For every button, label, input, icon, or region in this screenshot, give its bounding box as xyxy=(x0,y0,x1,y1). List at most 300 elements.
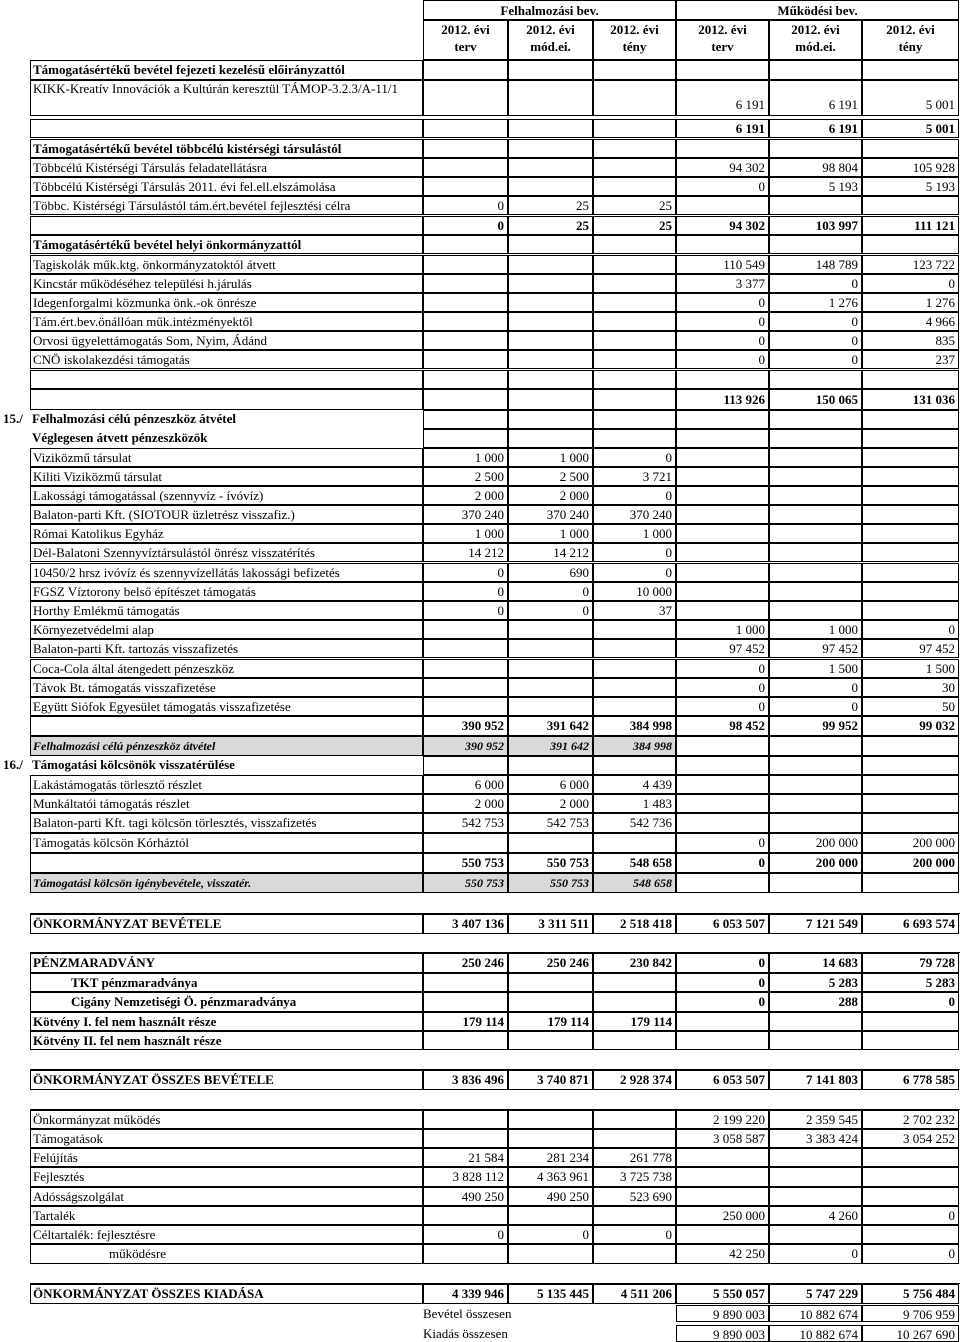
table-cell-col1 xyxy=(423,1110,508,1129)
table-cell-col4 xyxy=(676,467,769,486)
table-cell-col1: 0 xyxy=(423,216,508,235)
summary-cell-col4: 9 890 003 xyxy=(676,1305,769,1322)
table-cell-col5: 2 359 545 xyxy=(769,1110,862,1129)
table-cell-col6 xyxy=(862,1031,959,1050)
table-cell-col2 xyxy=(508,756,593,775)
row-label: Lakossági támogatással (szennyvíz - ívóvíz) xyxy=(30,486,423,505)
table-cell-col1 xyxy=(423,235,508,254)
header-year-2: 2012. évi mód.ei. xyxy=(508,20,593,60)
table-cell-col4: 2 199 220 xyxy=(676,1110,769,1129)
table-cell-col4 xyxy=(676,410,769,429)
table-cell-col2 xyxy=(508,659,593,678)
table-cell-col4 xyxy=(676,1187,769,1206)
table-row xyxy=(0,293,960,312)
table-cell-col4 xyxy=(676,563,769,582)
table-row xyxy=(0,582,960,601)
table-cell-col3: 25 xyxy=(593,196,676,215)
table-cell-col4: 1 000 xyxy=(676,620,769,639)
table-cell-col4: 0 xyxy=(676,697,769,716)
table-cell-col3: 230 842 xyxy=(593,953,676,973)
row-label: Balaton-parti Kft. tagi kölcsön törlesztés, visszafizetés xyxy=(30,813,423,833)
table-cell-col6: 6 778 585 xyxy=(862,1070,959,1090)
table-row xyxy=(0,1070,960,1090)
table-cell-col5: 5 193 xyxy=(769,177,862,196)
row-label: ÖNKORMÁNYZAT ÖSSZES KIADÁSA xyxy=(30,1284,423,1304)
table-row xyxy=(0,833,960,853)
table-cell-col2 xyxy=(508,274,593,293)
table-cell-col1 xyxy=(423,756,508,775)
table-cell-col1: 250 246 xyxy=(423,953,508,973)
table-cell-col6 xyxy=(862,1012,959,1031)
table-cell-col6: 4 966 xyxy=(862,312,959,331)
row-label: Véglegesen átvett pénzeszközök xyxy=(32,430,208,445)
row-label: Coca-Cola által átengedett pénzeszköz xyxy=(30,659,423,678)
table-cell-col6: 123 722 xyxy=(862,255,959,274)
row-label: Cigány Nemzetiségi Ö. pénzmaradványa xyxy=(30,992,423,1012)
table-cell-col4: 6 191 xyxy=(676,119,769,138)
table-cell-col2 xyxy=(508,80,593,116)
table-cell-col5 xyxy=(769,794,862,813)
table-cell-col3: 384 998 xyxy=(593,736,676,756)
table-cell-col6 xyxy=(862,448,959,467)
table-cell-col3 xyxy=(593,350,676,369)
table-cell-col5 xyxy=(769,1012,862,1031)
table-cell-col3: 542 736 xyxy=(593,813,676,833)
table-row xyxy=(0,312,960,331)
table-cell-col6 xyxy=(862,410,959,429)
table-cell-col4: 0 xyxy=(676,331,769,350)
table-cell-col5: 1 000 xyxy=(769,620,862,639)
row-label: ÖNKORMÁNYZAT BEVÉTELE xyxy=(30,914,423,934)
table-cell-col4 xyxy=(676,1031,769,1050)
table-cell-col4: 98 452 xyxy=(676,716,769,736)
table-cell-col4: 97 452 xyxy=(676,639,769,658)
table-cell-col1 xyxy=(423,389,508,410)
table-cell-col3 xyxy=(593,370,676,389)
table-row xyxy=(0,659,960,678)
table-cell-col6 xyxy=(862,60,959,80)
table-cell-col1 xyxy=(423,331,508,350)
summary-label: Kiadás összesen xyxy=(423,1326,508,1341)
table-cell-col6: 30 xyxy=(862,678,959,697)
table-cell-col6 xyxy=(862,370,959,389)
table-cell-col2 xyxy=(508,697,593,716)
table-cell-col5: 14 683 xyxy=(769,953,862,973)
table-cell-col6: 99 032 xyxy=(862,716,959,736)
table-cell-col2 xyxy=(508,1206,593,1225)
table-cell-col2 xyxy=(508,639,593,658)
table-cell-col4: 0 xyxy=(676,953,769,973)
table-cell-col2: 490 250 xyxy=(508,1187,593,1206)
table-cell-col4: 0 xyxy=(676,678,769,697)
table-row xyxy=(0,410,960,429)
table-cell-col2: 1 000 xyxy=(508,448,593,467)
table-cell-col6: 97 452 xyxy=(862,639,959,658)
table-row xyxy=(0,1167,960,1187)
table-cell-col6 xyxy=(862,582,959,601)
row-label: Tartalék xyxy=(30,1206,423,1225)
table-cell-col1 xyxy=(423,158,508,177)
table-cell-col4 xyxy=(676,736,769,756)
table-cell-col5: 5 747 229 xyxy=(769,1284,862,1304)
table-cell-col5 xyxy=(769,1031,862,1050)
table-row xyxy=(0,448,960,467)
table-cell-col1 xyxy=(423,177,508,196)
row-label: működésre xyxy=(30,1244,423,1264)
table-cell-col4 xyxy=(676,543,769,562)
table-row xyxy=(0,678,960,697)
table-cell-col2 xyxy=(508,620,593,639)
table-cell-col5: 4 260 xyxy=(769,1206,862,1225)
table-cell-col3: 4 511 206 xyxy=(593,1284,676,1304)
table-cell-col3 xyxy=(593,80,676,116)
table-cell-col3 xyxy=(593,659,676,678)
row-label: Támogatásértékű bevétel fejezeti kezelésű előirányzattól xyxy=(30,60,423,80)
table-cell-col6: 0 xyxy=(862,274,959,293)
table-cell-col5: 6 191 xyxy=(769,80,862,116)
table-cell-col4: 113 926 xyxy=(676,389,769,410)
table-cell-col4: 0 xyxy=(676,177,769,196)
table-cell-col1 xyxy=(423,60,508,80)
table-cell-col4: 6 053 507 xyxy=(676,1070,769,1090)
table-cell-col6 xyxy=(862,505,959,524)
table-cell-col1: 542 753 xyxy=(423,813,508,833)
table-cell-col4 xyxy=(676,235,769,254)
table-cell-col5 xyxy=(769,775,862,794)
table-cell-col6: 5 001 xyxy=(862,119,959,138)
table-cell-col3 xyxy=(593,1244,676,1264)
table-cell-col4: 94 302 xyxy=(676,158,769,177)
table-row xyxy=(0,1284,960,1304)
summary-cell-col5: 10 882 674 xyxy=(769,1305,862,1322)
table-cell-col2 xyxy=(508,119,593,138)
table-cell-col1 xyxy=(423,274,508,293)
table-cell-col6 xyxy=(862,486,959,505)
table-cell-col2 xyxy=(508,350,593,369)
table-cell-col4: 250 000 xyxy=(676,1206,769,1225)
table-cell-col5: 1 500 xyxy=(769,659,862,678)
header-year-4: 2012. évi terv xyxy=(676,20,769,60)
table-cell-col3: 10 000 xyxy=(593,582,676,601)
row-label: ÖNKORMÁNYZAT ÖSSZES BEVÉTELE xyxy=(30,1070,423,1090)
table-cell-col4 xyxy=(676,1148,769,1167)
table-cell-col5 xyxy=(769,370,862,389)
table-cell-col2 xyxy=(508,992,593,1012)
table-row xyxy=(0,601,960,620)
table-cell-col5 xyxy=(769,467,862,486)
table-cell-col5: 7 141 803 xyxy=(769,1070,862,1090)
table-cell-col3: 25 xyxy=(593,216,676,235)
row-label: Orvosi ügyelettámogatás Som, Nyim, Ádánd xyxy=(30,331,423,350)
table-cell-col6: 5 001 xyxy=(862,80,959,116)
table-row xyxy=(0,370,960,389)
table-row xyxy=(0,467,960,486)
table-row xyxy=(0,853,960,873)
table-row xyxy=(0,80,960,116)
table-row xyxy=(0,350,960,369)
table-row xyxy=(0,639,960,658)
table-cell-col3: 0 xyxy=(593,448,676,467)
table-row xyxy=(0,716,960,736)
table-cell-col5: 1 276 xyxy=(769,293,862,312)
table-cell-col5: 0 xyxy=(769,350,862,369)
table-row xyxy=(0,331,960,350)
table-cell-col1: 21 584 xyxy=(423,1148,508,1167)
table-cell-col2 xyxy=(508,293,593,312)
table-cell-col1: 14 212 xyxy=(423,543,508,562)
table-cell-col1: 3 407 136 xyxy=(423,914,508,934)
table-cell-col2: 391 642 xyxy=(508,736,593,756)
table-cell-col1 xyxy=(423,659,508,678)
table-row xyxy=(0,1148,960,1167)
table-cell-col2: 281 234 xyxy=(508,1148,593,1167)
table-cell-col3 xyxy=(593,389,676,410)
table-row xyxy=(0,139,960,158)
header-group-felhalmozasi: Felhalmozási bev. xyxy=(423,0,676,20)
table-cell-col4 xyxy=(676,448,769,467)
table-cell-col6: 200 000 xyxy=(862,853,959,873)
table-cell-col5: 0 xyxy=(769,1244,862,1264)
table-cell-col1 xyxy=(423,620,508,639)
header-group-mukodesi: Működési bev. xyxy=(676,0,959,20)
summary-label: Bevétel összesen xyxy=(423,1306,512,1321)
table-cell-col2: 391 642 xyxy=(508,716,593,736)
row-label xyxy=(30,853,423,873)
table-cell-col5 xyxy=(769,139,862,158)
table-cell-col6 xyxy=(862,756,959,775)
table-cell-col5: 148 789 xyxy=(769,255,862,274)
table-cell-col4 xyxy=(676,775,769,794)
row-label: Támogatások xyxy=(30,1129,423,1148)
table-cell-col5: 0 xyxy=(769,678,862,697)
row-label: Többc. Kistérségi Társulástól tám.ért.bevétel fejlesztési célra xyxy=(30,196,423,215)
row-label: Balaton-parti Kft. tartozás visszafizetés xyxy=(30,639,423,658)
summary-cell-col6: 9 706 959 xyxy=(862,1305,959,1322)
table-cell-col1 xyxy=(423,973,508,992)
table-cell-col6 xyxy=(862,736,959,756)
row-label: Kötvény I. fel nem használt része xyxy=(30,1012,423,1031)
row-label xyxy=(30,216,423,235)
table-cell-col3: 523 690 xyxy=(593,1187,676,1206)
table-cell-col5: 0 xyxy=(769,331,862,350)
table-cell-col1: 370 240 xyxy=(423,505,508,524)
table-cell-col5 xyxy=(769,60,862,80)
row-label: Együtt Siófok Egyesület támogatás visszafizetése xyxy=(30,697,423,716)
table-cell-col3 xyxy=(593,158,676,177)
table-cell-col3: 4 439 xyxy=(593,775,676,794)
table-cell-col2: 2 000 xyxy=(508,794,593,813)
table-cell-col2 xyxy=(508,158,593,177)
table-cell-col3 xyxy=(593,1110,676,1129)
table-cell-col6 xyxy=(862,429,959,448)
table-cell-col1: 0 xyxy=(423,582,508,601)
table-cell-col6 xyxy=(862,1167,959,1187)
table-row xyxy=(0,1225,960,1244)
table-row xyxy=(0,389,960,410)
row-label: KIKK-Kreatív Innovációk a Kultúrán keresztül TÁMOP-3.2.3/A-11/1 xyxy=(30,80,423,116)
table-cell-col1: 390 952 xyxy=(423,716,508,736)
table-cell-col2 xyxy=(508,410,593,429)
table-row xyxy=(0,1129,960,1148)
table-cell-col3 xyxy=(593,331,676,350)
table-cell-col1: 0 xyxy=(423,196,508,215)
row-label: Felújítás xyxy=(30,1148,423,1167)
table-cell-col1: 3 836 496 xyxy=(423,1070,508,1090)
table-cell-col2: 0 xyxy=(508,601,593,620)
table-cell-col3 xyxy=(593,293,676,312)
row-label: 10450/2 hrsz ivóvíz és szennyvízellátás lakossági befizetés xyxy=(30,563,423,582)
row-label xyxy=(30,370,423,389)
table-row xyxy=(0,235,960,254)
table-cell-col4: 0 xyxy=(676,992,769,1012)
table-cell-col5 xyxy=(769,601,862,620)
table-cell-col4: 94 302 xyxy=(676,216,769,235)
table-cell-col1 xyxy=(423,370,508,389)
table-cell-col6 xyxy=(862,794,959,813)
table-cell-col3: 0 xyxy=(593,543,676,562)
table-cell-col3: 548 658 xyxy=(593,873,676,893)
table-cell-col3 xyxy=(593,312,676,331)
table-cell-col2 xyxy=(508,255,593,274)
table-cell-col1: 179 114 xyxy=(423,1012,508,1031)
table-cell-col6: 5 193 xyxy=(862,177,959,196)
table-cell-col2: 690 xyxy=(508,563,593,582)
table-cell-col4: 3 058 587 xyxy=(676,1129,769,1148)
row-label xyxy=(30,119,423,138)
table-cell-col2: 179 114 xyxy=(508,1012,593,1031)
table-row xyxy=(0,736,960,756)
table-cell-col2 xyxy=(508,833,593,853)
table-cell-col6: 5 283 xyxy=(862,973,959,992)
table-cell-col5: 97 452 xyxy=(769,639,862,658)
table-cell-col3 xyxy=(593,756,676,775)
table-cell-col6 xyxy=(862,813,959,833)
table-cell-col4 xyxy=(676,370,769,389)
table-cell-col6: 0 xyxy=(862,992,959,1012)
table-cell-col1: 0 xyxy=(423,1225,508,1244)
row-label: Munkáltatói támogatás részlet xyxy=(30,794,423,813)
table-row xyxy=(0,177,960,196)
table-cell-col4: 6 053 507 xyxy=(676,914,769,934)
table-row xyxy=(0,620,960,639)
table-cell-col6 xyxy=(862,873,959,893)
table-cell-col6 xyxy=(862,563,959,582)
table-cell-col2: 3 740 871 xyxy=(508,1070,593,1090)
table-cell-col5 xyxy=(769,524,862,543)
table-cell-col6: 5 756 484 xyxy=(862,1284,959,1304)
table-cell-col5: 150 065 xyxy=(769,389,862,410)
table-cell-col3 xyxy=(593,678,676,697)
table-cell-col3: 384 998 xyxy=(593,716,676,736)
section-number: 15./ xyxy=(3,411,23,426)
table-cell-col3: 3 725 738 xyxy=(593,1167,676,1187)
table-cell-col3: 1 000 xyxy=(593,524,676,543)
table-cell-col3 xyxy=(593,1031,676,1050)
table-cell-col2: 250 246 xyxy=(508,953,593,973)
table-row xyxy=(0,1110,960,1129)
table-cell-col1 xyxy=(423,139,508,158)
summary-row xyxy=(0,1305,960,1322)
table-cell-col3: 2 928 374 xyxy=(593,1070,676,1090)
table-cell-col3 xyxy=(593,1206,676,1225)
table-cell-col4: 0 xyxy=(676,350,769,369)
table-cell-col3: 2 518 418 xyxy=(593,914,676,934)
row-label: PÉNZMARADVÁNY xyxy=(30,953,423,973)
table-cell-col2: 6 000 xyxy=(508,775,593,794)
table-cell-col4: 42 250 xyxy=(676,1244,769,1264)
table-cell-col6: 2 702 232 xyxy=(862,1110,959,1129)
table-row xyxy=(0,60,960,80)
table-cell-col3 xyxy=(593,639,676,658)
table-cell-col5 xyxy=(769,429,862,448)
row-label: CNÖ iskolakezdési támogatás xyxy=(30,350,423,369)
table-row xyxy=(0,1187,960,1206)
table-cell-col4: 6 191 xyxy=(676,80,769,116)
table-cell-col6: 0 xyxy=(862,1206,959,1225)
table-cell-col2: 370 240 xyxy=(508,505,593,524)
row-label: Dél-Balatoni Szennyvíztársulástól önrész visszatérítés xyxy=(30,543,423,562)
table-cell-col5 xyxy=(769,756,862,775)
table-cell-col1 xyxy=(423,1129,508,1148)
table-cell-col1: 2 000 xyxy=(423,794,508,813)
table-cell-col5 xyxy=(769,448,862,467)
table-cell-col5: 0 xyxy=(769,274,862,293)
table-cell-col1 xyxy=(423,119,508,138)
table-cell-col1: 2 000 xyxy=(423,486,508,505)
table-row xyxy=(0,697,960,716)
table-row xyxy=(0,973,960,992)
table-cell-col4 xyxy=(676,139,769,158)
table-cell-col4 xyxy=(676,601,769,620)
table-cell-col6 xyxy=(862,1225,959,1244)
table-cell-col6 xyxy=(862,1187,959,1206)
table-cell-col2 xyxy=(508,1244,593,1264)
table-cell-col6 xyxy=(862,601,959,620)
table-cell-col6 xyxy=(862,235,959,254)
table-cell-col2 xyxy=(508,235,593,254)
table-cell-col2: 5 135 445 xyxy=(508,1284,593,1304)
row-label: Felhalmozási célú pénzeszköz átvétel xyxy=(30,736,423,756)
row-label: Támogatásértékű bevétel helyi önkormányzattól xyxy=(30,235,423,254)
table-cell-col5 xyxy=(769,505,862,524)
table-cell-col4: 0 xyxy=(676,853,769,873)
table-cell-col5: 98 804 xyxy=(769,158,862,177)
header-year-1: 2012. évi terv xyxy=(423,20,508,60)
table-cell-col4: 5 550 057 xyxy=(676,1284,769,1304)
table-cell-col2: 1 000 xyxy=(508,524,593,543)
table-cell-col3 xyxy=(593,833,676,853)
row-label: Kötvény II. fel nem használt része xyxy=(30,1031,423,1050)
summary-row xyxy=(0,1325,960,1342)
row-label: Önkormányzat működés xyxy=(30,1110,423,1129)
table-row xyxy=(0,255,960,274)
table-cell-col5 xyxy=(769,813,862,833)
table-cell-col2: 550 753 xyxy=(508,853,593,873)
table-cell-col5 xyxy=(769,543,862,562)
table-cell-col5: 200 000 xyxy=(769,833,862,853)
table-cell-col3: 0 xyxy=(593,486,676,505)
table-cell-col1 xyxy=(423,350,508,369)
table-cell-col6: 237 xyxy=(862,350,959,369)
table-cell-col4: 3 377 xyxy=(676,274,769,293)
row-label: Kiliti Viziközmű társulat xyxy=(30,467,423,486)
table-cell-col3: 3 721 xyxy=(593,467,676,486)
table-cell-col4 xyxy=(676,429,769,448)
table-cell-col5 xyxy=(769,736,862,756)
table-cell-col1: 3 828 112 xyxy=(423,1167,508,1187)
table-cell-col2 xyxy=(508,678,593,697)
table-row xyxy=(0,813,960,833)
